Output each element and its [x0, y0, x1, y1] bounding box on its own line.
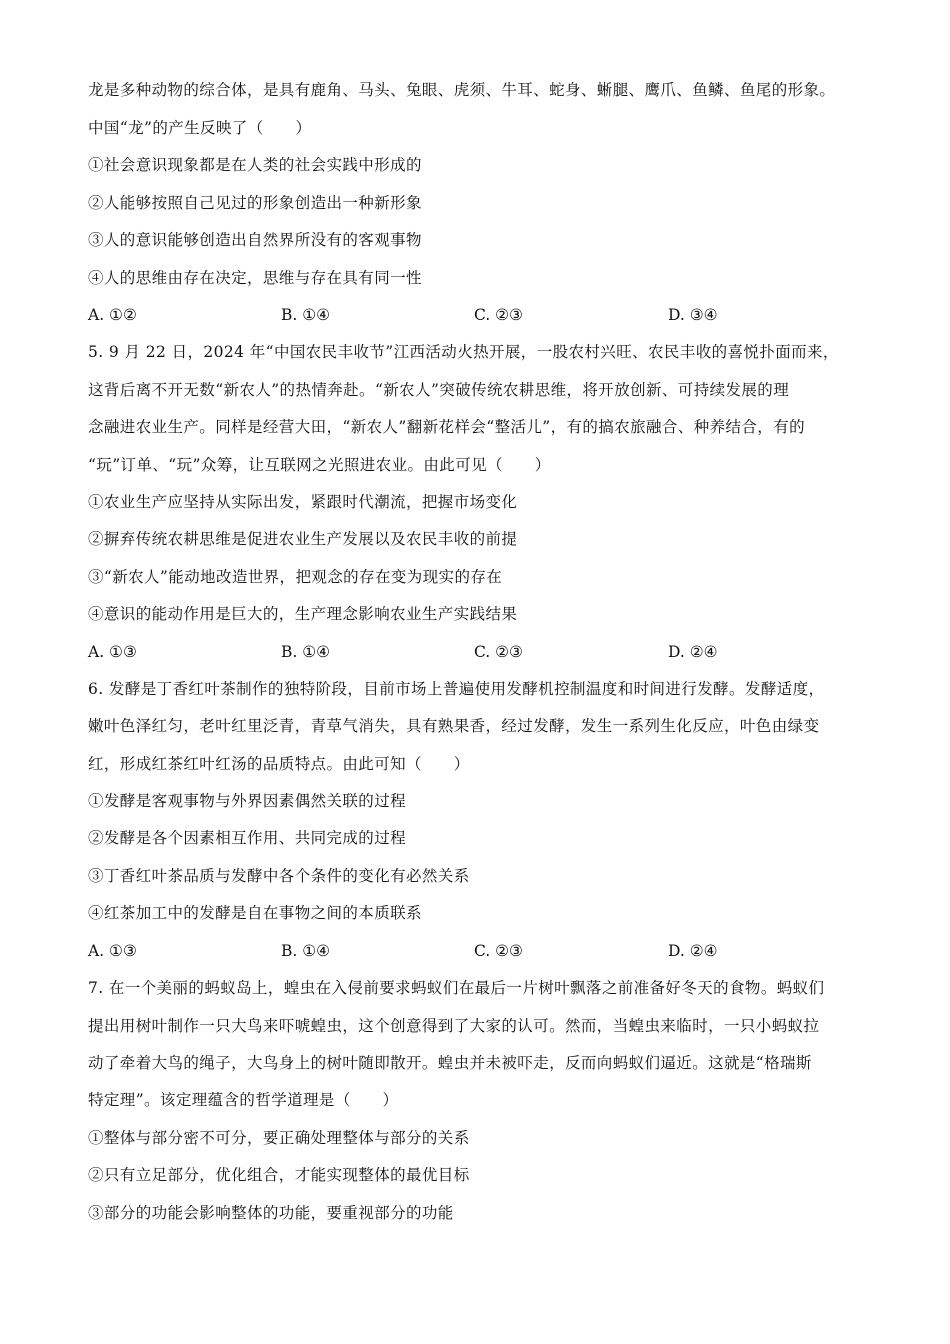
q5-options	[88, 642, 888, 662]
q4-options	[88, 305, 888, 325]
q5-option-b[interactable]: B. ①④	[281, 643, 331, 661]
q5-statement-2: ②摒弃传统农耕思维是促进农业生产发展以及农民丰收的前提	[88, 530, 518, 548]
q5-stem-line-1: 5. 9 月 22 日，2024 年“中国农民丰收节”江西活动火热开展，一股农村兴旺、农民丰收的喜悦扑面而来，	[88, 343, 839, 361]
q6-stem-line-1: 6. 发酵是丁香红叶茶制作的独特阶段，目前市场上普遍使用发酵机控制温度和时间进行发酵。发酵适度，	[88, 680, 825, 698]
q6-option-a[interactable]: A. ①③	[88, 942, 137, 960]
q7-stem-line-2: 提出用树叶制作一只大鸟来吓唬蝗虫，这个创意得到了大家的认可。然而，当蝗虫来临时，一只小蚂蚁拉	[88, 1017, 820, 1035]
q6-statement-4: ④红茶加工中的发酵是自在事物之间的本质联系	[88, 904, 422, 922]
q4-option-b[interactable]: B. ①④	[281, 306, 331, 324]
q6-option-b[interactable]: B. ①④	[281, 942, 331, 960]
q7-stem-line-3: 动了牵着大鸟的绳子，大鸟身上的树叶随即散开。蝗虫并未被吓走，反而向蚂蚁们逼近。这就是“格瑞斯	[88, 1054, 812, 1072]
q6-stem-line-3: 红，形成红茶红叶红汤的品质特点。由此可知（ ）	[88, 755, 470, 773]
q5-stem-line-4: “玩”订单、“玩”众筹，让互联网之光照进农业。由此可见（ ）	[88, 456, 551, 474]
q4-stem-line-2: 中国“龙”的产生反映了（ ）	[88, 119, 312, 137]
q4-statement-3: ③人的意识能够创造出自然界所没有的客观事物	[88, 231, 422, 249]
q6-statement-2: ②发酵是各个因素相互作用、共同完成的过程	[88, 829, 407, 847]
q5-option-a[interactable]: A. ①③	[88, 643, 137, 661]
q5-statement-3: ③“新农人”能动地改造世界，把观念的存在变为现实的存在	[88, 568, 503, 586]
q4-statement-2: ②人能够按照自己见过的形象创造出一种新形象	[88, 194, 422, 212]
q5-stem-line-2: 这背后离不开无数“新农人”的热情奔赴。“新农人”突破传统农耕思维，将开放创新、可持续发展的理	[88, 381, 790, 399]
q5-stem-line-3: 念融进农业生产。同样是经营大田，“新农人”翻新花样会“整活儿”，有的搞农旅融合、种养结合，有的	[88, 418, 805, 436]
q5-option-d[interactable]: D. ②④	[668, 643, 718, 661]
q5-option-c[interactable]: C. ②③	[474, 643, 523, 661]
q7-statement-2: ②只有立足部分，优化组合，才能实现整体的最优目标	[88, 1166, 470, 1184]
q6-option-c[interactable]: C. ②③	[474, 942, 523, 960]
q4-option-c[interactable]: C. ②③	[474, 306, 523, 324]
q4-stem-line-1: 龙是多种动物的综合体，是具有鹿角、马头、兔眼、虎须、牛耳、蛇身、蜥腿、鹰爪、鱼鳞、鱼尾的形象。	[88, 81, 836, 99]
q4-statement-1: ①社会意识现象都是在人类的社会实践中形成的	[88, 156, 422, 174]
q5-statement-1: ①农业生产应坚持从实际出发，紧跟时代潮流，把握市场变化	[88, 493, 518, 511]
q5-statement-4: ④意识的能动作用是巨大的，生产理念影响农业生产实践结果	[88, 605, 518, 623]
q6-stem-line-2: 嫩叶色泽红匀，老叶红里泛青，青草气消失，具有熟果香，经过发酵，发生一系列生化反应，叶色由绿变	[88, 717, 820, 735]
q7-stem-line-4: 特定理”。该定理蕴含的哲学道理是（ ）	[88, 1091, 399, 1109]
q7-statement-3: ③部分的功能会影响整体的功能，要重视部分的功能	[88, 1204, 454, 1222]
q6-options	[88, 941, 888, 961]
q6-statement-1: ①发酵是客观事物与外界因素偶然关联的过程	[88, 792, 407, 810]
q6-statement-3: ③丁香红叶茶品质与发酵中各个条件的变化有必然关系	[88, 867, 470, 885]
q7-stem-line-1: 7. 在一个美丽的蚂蚁岛上，蝗虫在入侵前要求蚂蚁们在最后一片树叶飘落之前准备好冬天的食物。蚂蚁们	[88, 979, 825, 997]
q4-option-d[interactable]: D. ③④	[668, 306, 718, 324]
q4-option-a[interactable]: A. ①②	[88, 306, 137, 324]
q7-statement-1: ①整体与部分密不可分，要正确处理整体与部分的关系	[88, 1129, 470, 1147]
q4-statement-4: ④人的思维由存在决定，思维与存在具有同一性	[88, 269, 422, 287]
q6-option-d[interactable]: D. ②④	[668, 942, 718, 960]
